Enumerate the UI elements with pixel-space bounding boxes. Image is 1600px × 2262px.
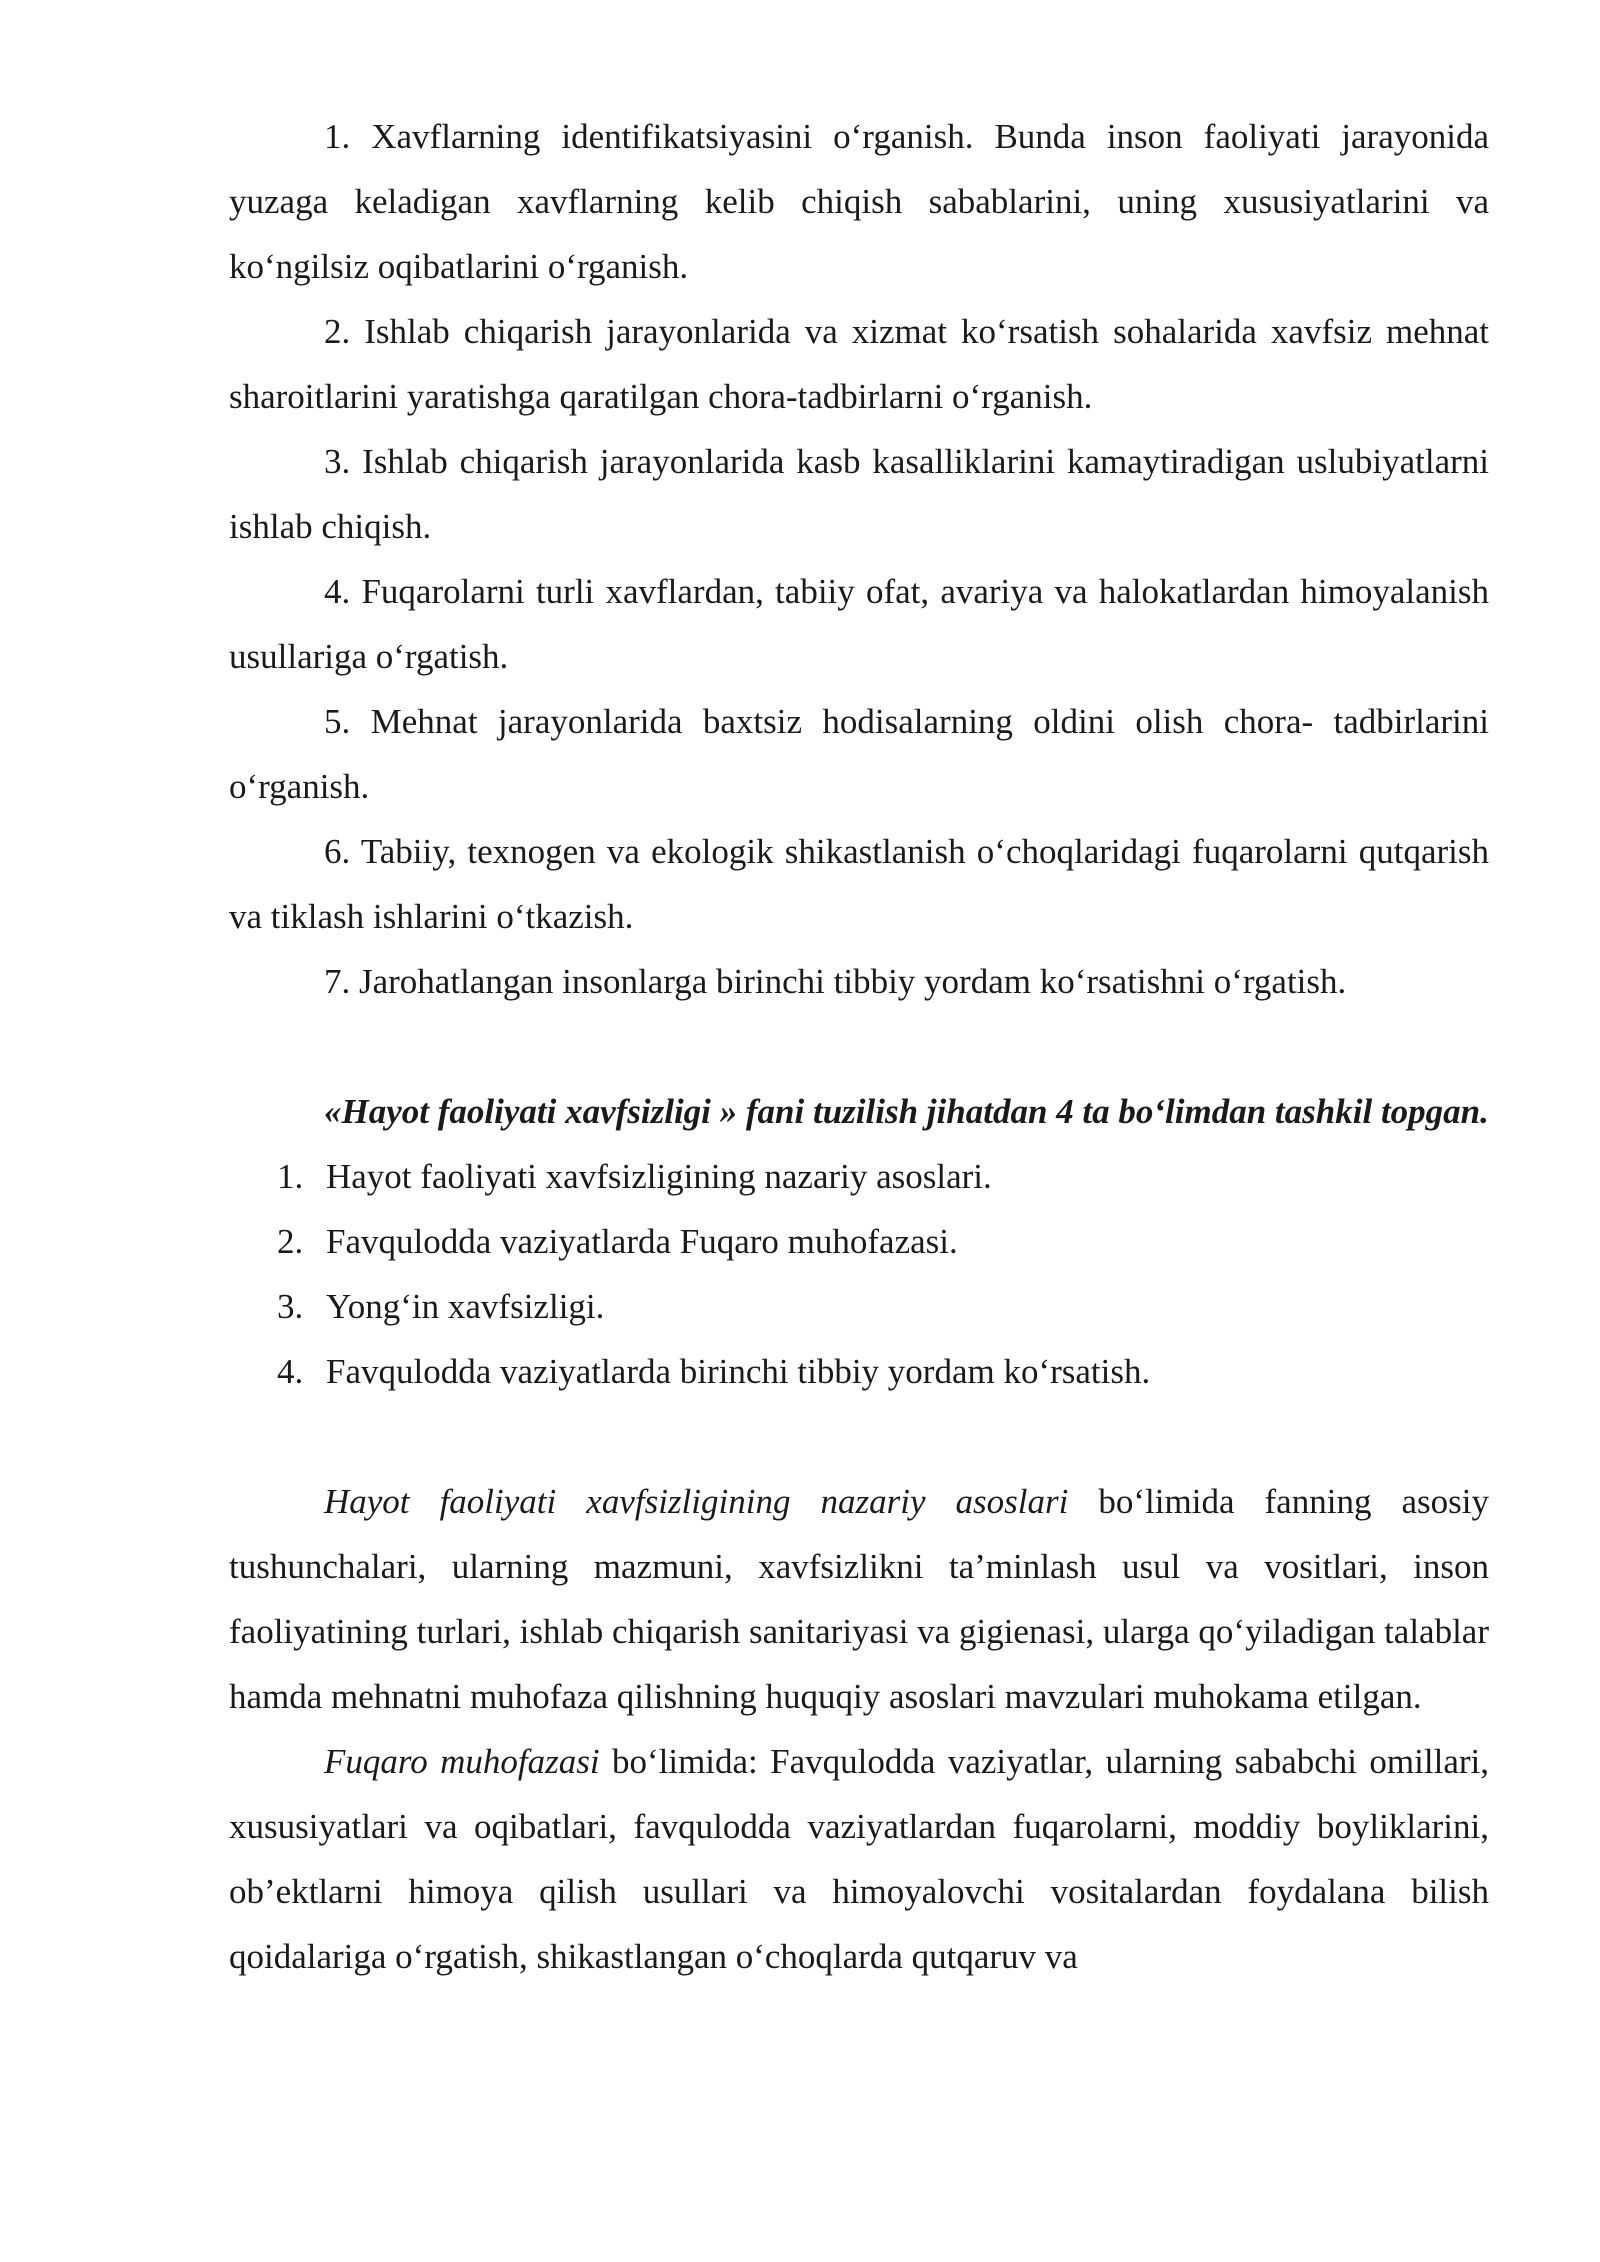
objective-number: 6. <box>324 832 351 871</box>
blank-line <box>229 1014 1489 1079</box>
section-text: Yong‘in xavfsizligi. <box>326 1287 605 1326</box>
objective-text: Ishlab chiqarish jarayonlarida va xizmat ko‘rsatish sohalarida xavfsiz mehnat sharoitlarini yaratishga qaratilgan chora-tadbirlarni o‘rganish. <box>229 312 1489 416</box>
civil-defense-italic-lead: Fuqaro muhofazasi <box>324 1742 600 1781</box>
objective-item-1 <box>229 104 1489 299</box>
objective-item-2 <box>229 299 1489 429</box>
civil-defense-paragraph <box>229 1729 1489 1989</box>
theory-paragraph-text: bo‘limida fanning asosiy tushunchalari, ularning mazmuni, xavfsizlikni ta’minlash usul va vositlari, inson faoliyatining turlari, ishlab chiqarish sanitariyasi va gigienasi, ularga qo‘yiladigan talablar hamda mehnatni muhofaza qilishning huquqiy asoslari mavzulari muhokama etilgan. <box>229 1482 1489 1716</box>
theory-paragraph <box>229 1469 1489 1729</box>
objective-number: 4. <box>324 572 351 611</box>
objective-text: Ishlab chiqarish jarayonlarida kasb kasalliklarini kamaytiradigan uslubiyatlarni ishlab chiqish. <box>229 442 1489 546</box>
structure-heading: «Hayot faoliyati xavfsizligi » fani tuzilish jihatdan 4 ta bo‘limdan tashkil topgan. <box>324 1092 1489 1131</box>
section-number: 2. <box>277 1222 304 1261</box>
document-page <box>229 104 1489 1989</box>
objective-item-7 <box>229 949 1489 1014</box>
sections-list <box>229 1144 1489 1404</box>
objective-number: 1. <box>324 117 351 156</box>
objective-number: 7. <box>324 962 351 1001</box>
objective-text: Jarohatlangan insonlarga birinchi tibbiy yordam ko‘rsatishni o‘rgatish. <box>359 962 1347 1001</box>
section-text: Favqulodda vaziyatlarda Fuqaro muhofazasi. <box>326 1222 958 1261</box>
section-item-1 <box>229 1144 1489 1209</box>
section-item-3 <box>229 1274 1489 1339</box>
objective-number: 5. <box>324 702 351 741</box>
section-number: 1. <box>277 1157 304 1196</box>
objective-text: Xavflarning identifikatsiyasini o‘rganish. Bunda inson faoliyati jarayonida yuzaga keladigan xavflarning kelib chiqish sabablarini, uning xususiyatlarini va ko‘ngilsiz oqibatlarini o‘rganish. <box>229 117 1489 286</box>
objective-number: 3. <box>324 442 351 481</box>
section-item-2 <box>229 1209 1489 1274</box>
objective-item-4 <box>229 559 1489 689</box>
civil-defense-paragraph-text: bo‘limida: Favqulodda vaziyatlar, ularning sababchi omillari, xususiyatlari va oqibatlari, favqulodda vaziyatlardan fuqarolarni, moddiy boyliklarini, ob’ektlarni himoya qilish usullari va himoyalovchi vositalardan foydalana bilish qoidalariga o‘rgatish, shikastlangan o‘choqlarda qutqaruv va <box>229 1742 1489 1976</box>
theory-italic-lead: Hayot faoliyati xavfsizligining nazariy asoslari <box>324 1482 1069 1521</box>
objective-text: Mehnat jarayonlarida baxtsiz hodisalarning oldini olish chora- tadbirlarini o‘rganish. <box>229 702 1489 806</box>
section-text: Hayot faoliyati xavfsizligining nazariy asoslari. <box>326 1157 992 1196</box>
section-number: 3. <box>277 1287 304 1326</box>
objective-item-6 <box>229 819 1489 949</box>
section-item-4 <box>229 1339 1489 1404</box>
objective-text: Fuqarolarni turli xavflardan, tabiiy ofat, avariya va halokatlardan himoyalanish usullariga o‘rgatish. <box>229 572 1490 676</box>
objective-number: 2. <box>324 312 351 351</box>
section-text: Favqulodda vaziyatlarda birinchi tibbiy yordam ko‘rsatish. <box>326 1352 1151 1391</box>
blank-line <box>229 1404 1489 1469</box>
objective-item-5 <box>229 689 1489 819</box>
objective-text: Tabiiy, texnogen va ekologik shikastlanish o‘choqlaridagi fuqarolarni qutqarish va tiklash ishlarini o‘tkazish. <box>229 832 1489 936</box>
section-number: 4. <box>277 1352 304 1391</box>
objective-item-3 <box>229 429 1489 559</box>
